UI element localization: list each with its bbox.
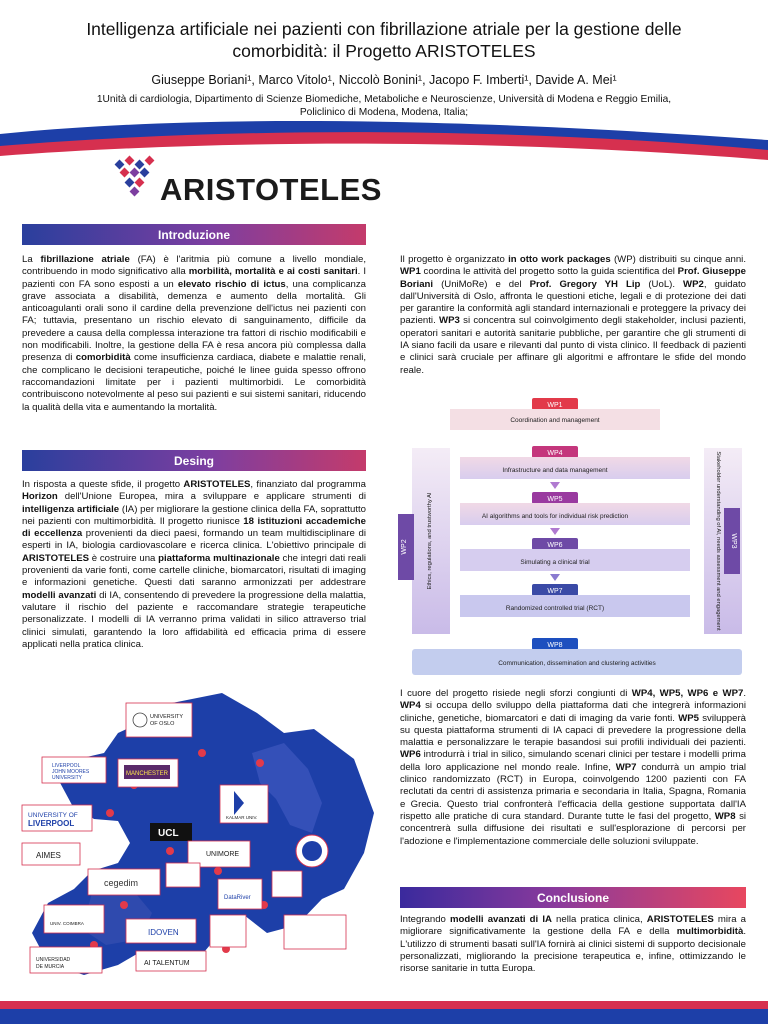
wp6-tag: WP6 [547, 542, 563, 549]
affiliation-line-2: Policlinico di Modena, Modena, Italia; [299, 107, 469, 118]
logo-spain-seal [210, 915, 246, 947]
wp3-block [704, 448, 742, 634]
logo-greek-univ [284, 915, 346, 949]
logo-kalmar [220, 785, 268, 823]
affiliation-line-1: 1Unità di cardiologia, Dipartimento di Scienze Biomediche, Metaboliche e Neuroscienze, Università di Modena e Reggio Emilia, [96, 94, 672, 105]
svg-text:AI TALENTUM: AI TALENTUM [144, 960, 190, 967]
wp7-tag: WP7 [547, 588, 563, 595]
wp5-tag: WP5 [547, 496, 563, 503]
wp5-block [460, 492, 690, 525]
svg-text:IDOVEN: IDOVEN [148, 928, 179, 937]
wp4-label: Infrastructure and data management [502, 467, 608, 474]
svg-text:cegedim: cegedim [104, 878, 139, 888]
logo-oslo [126, 703, 192, 737]
title-line-2: comorbidità: il Progetto ARISTOTELES [232, 41, 536, 61]
logo-aitalentum [136, 951, 206, 971]
design-paragraph: In risposta a queste sfide, il progetto ARISTOTELES, finanziato dal programma Horizon dell'Unione Europea, mira a sviluppare e applicare strumenti di intelligenza artificiale (IA) per migliorare la gestione clinica della FA, soprattutto nei pazienti con multimorbidità. Il progetto riunisce 18 istituzioni accademiche di eccellenza provenienti da dieci paesi, formando un team multidisciplinare di esperti in IA, biologia cardiovascolare e ricerca clinica. L'obiettivo principale di ARISTOTELES è costruire una piattaforma multinazionale che integri dati reali provenienti da varie fonti, come cartelle cliniche, biomarcatori, risultati di imaging e informazioni genetiche. Questi dati saranno armonizzati per addestrare modelli avanzati di IA, consentendo di prevedere la progressione della malattia, valutare il rischio del paziente e raccomandare strategie terapeutiche personalizzate. I modelli di IA verranno prima validati in silico attraverso trial clinici simulati, garantendo la loro affidabilità ed efficacia prima di essere applicati nella pratica clinica. [22, 479, 367, 650]
logo-cegedim [88, 869, 160, 895]
wp5-label: AI algorithms and tools for individual risk prediction [481, 513, 629, 520]
svg-text:UNIVERSITY OF: UNIVERSITY OF [28, 812, 78, 819]
wp3-tag: WP3 [730, 533, 737, 549]
logo-coimbra [44, 905, 104, 933]
title-line-1: Intelligenza artificiale nei pazienti con fibrillazione atriale per la gestione delle [86, 19, 682, 39]
wp2-block [398, 448, 450, 634]
wp4-tag: WP4 [547, 450, 563, 457]
poster-title [30, 18, 738, 62]
wp8-label: Communication, dissemination and clustering activities [498, 660, 656, 667]
svg-text:UNIVERSITY: UNIVERSITY [52, 775, 83, 781]
workpackages-intro-paragraph: Il progetto è organizzato in otto work packages (WP) distribuiti su cinque anni. WP1 coordina le attività del progetto sotto la guida scientifica del Prof. Giuseppe Boriani (UniMoRe) e del Prof. Gregory YH Lip (UoL). WP2, guidato dall'Università di Oslo, affronta le questioni etiche, legali e di protezione dei dati per garantire la conformità agli standard internazionali e proteggere la privacy dei pazienti. WP3 si concentra sul coinvolgimento degli stakeholder, inclusi pazienti, operatori sanitari e autorità sanitarie pubbliche, per garantire che gli strumenti di IA siano facili da usare e rilevanti dal punto di vista clinico. Il feedback di pazienti e clinici sarà cruciale per affinare gli algoritmi e affrontare le sfide del mondo reale. [400, 254, 746, 376]
footer-stripes [0, 995, 768, 1024]
svg-text:LIVERPOOL: LIVERPOOL [52, 763, 81, 769]
section-design-header: Desing [22, 450, 366, 471]
wp1-label: Coordination and management [510, 417, 600, 424]
logo-greece-seal [296, 835, 328, 867]
wp1-block [450, 398, 660, 430]
logo-ljmu [42, 757, 106, 783]
svg-text:UCL: UCL [158, 828, 179, 839]
svg-text:KALMAR UNIV.: KALMAR UNIV. [226, 815, 258, 820]
wp1-tag: WP1 [547, 402, 563, 409]
svg-text:DataRiver: DataRiver [224, 895, 251, 901]
intro-paragraph: La fibrillazione atriale (FA) è l'aritmia più comune a livello mondiale, contribuendo in modo significativo alla morbilità, mortalità e ai costi sanitari. I pazienti con FA sono esposti a un elevato rischio di ictus, una complicanza grave associata a disabilità, demenza e aumento della mortalità. Gli anticoagulanti orali sono il cardine della prevenzione dell'ictus nei pazienti con FA; tuttavia, presentano un rischio elevato di sanguinamento, difficile da prevedere a causa della complessa interazione tra fattori di rischio modificabili e non modificabili. Inoltre, la gestione della FA è resa ancora più complessa dalla presenza di comorbidità come insufficienza cardiaca, diabete e malattie renali, che complicano le decisioni terapeutiche, poiché le linee guida spesso offrono raccomandazioni limitate per i pazienti multimorbidi. Le comorbidità contribuiscono notevolmente al peso sui pazienti e sui sistemi sanitari, riducendo la qualità della vita e aumentando la mortalità. [22, 254, 367, 413]
wp2-tag: WP2 [401, 539, 408, 555]
svg-text:JOHN MOORES: JOHN MOORES [52, 769, 90, 775]
wp6-block [460, 538, 690, 571]
wp2-label: Ethics, regulations, and trustworthy AI [427, 492, 433, 590]
logo-ucl [150, 823, 192, 841]
europe-partners-map [22, 693, 374, 975]
section-conclusion-header: Conclusione [400, 887, 746, 908]
logo-idoven [126, 919, 196, 943]
authors: Giuseppe Boriani¹, Marco Vitolo¹, Niccolò Bonini¹, Jacopo F. Imberti¹, Davide A. Mei¹ [151, 73, 617, 87]
workpackage-diagram [401, 396, 745, 678]
wp7-label: Randomized controlled trial (RCT) [505, 605, 605, 612]
wp3-label: Stakeholder understanding of AI, needs assessment and engagement [715, 451, 721, 631]
logo-inserm [166, 863, 200, 887]
logo-uol [22, 805, 92, 831]
wp8-block [412, 638, 742, 675]
section-intro-header: Introduzione [22, 224, 366, 245]
svg-text:DE MURCIA: DE MURCIA [36, 964, 65, 970]
svg-text:LIVERPOOL: LIVERPOOL [28, 819, 75, 828]
logo-wordmark: ARISTOTELES [160, 172, 382, 207]
wp4-block [460, 446, 690, 479]
logo-murcia [30, 947, 102, 973]
wp6-label: Simulating a clinical trial [520, 559, 590, 566]
svg-text:UNIMORE: UNIMORE [206, 851, 240, 858]
svg-text:MANCHESTER: MANCHESTER [126, 771, 169, 777]
svg-text:OF OSLO: OF OSLO [150, 721, 175, 727]
workpackages-detail-paragraph: I cuore del progetto risiede negli sforzi congiunti di WP4, WP5, WP6 e WP7. WP4 si occupa dello sviluppo della piattaforma dati che integrerà informazioni cliniche, genetiche, biomarcatori e dati di imaging da varie fonti. WP5 svilupperà su questa piattaforma strumenti di IA capaci di prevedere la progressione della malattia e personalizzare le terapie basandosi sui profili individuali dei pazienti. WP6 introdurrà i trial in silico, simulando scenari clinici per testare i modelli prima della loro applicazione nel mondo reale. Infine, WP7 condurrà un ampio trial clinico randomizzato (RCT) in Europa, coinvolgendo 1200 pazienti con FA reclutati da centri di assistenza primaria e secondaria in Italia, Spagna, Romania e Grecia. Questo trial confronterà l'efficacia della gestione supportata dall'IA rispetto alle pratiche di cura standard. Durante tutte le fasi del progetto, WP8 si concentrerà sulla diffusione dei risultati e sull'esplorazione di percorsi per l'adozione e l'implementazione commerciale delle soluzioni sviluppate. [400, 688, 746, 847]
oslo-label: UNIVERSITY [150, 714, 184, 720]
svg-text:AIMES: AIMES [36, 851, 61, 860]
conclusion-paragraph: Integrando modelli avanzati di IA nella pratica clinica, ARISTOTELES mira a migliorare significativamente la gestione della FA e della multimorbidità. L'utilizzo di strumenti basati sull'IA fornirà ai clinici sistemi di supporto decisionale personalizzati, migliorando la precisione terapeutica e, infine, ottimizzando le risorse sanitarie in tutta Europa. [400, 914, 747, 975]
svg-text:UNIVERSIDAD: UNIVERSIDAD [36, 957, 71, 963]
svg-text:UNIV. COIMBRA: UNIV. COIMBRA [50, 921, 84, 926]
logo-dataRiver [218, 879, 262, 909]
logo-manchester [118, 759, 178, 787]
wp7-block [460, 584, 690, 617]
wp8-tag: WP8 [547, 642, 563, 649]
logo-cyprus-box [272, 871, 302, 897]
logo-aimes [22, 843, 80, 865]
